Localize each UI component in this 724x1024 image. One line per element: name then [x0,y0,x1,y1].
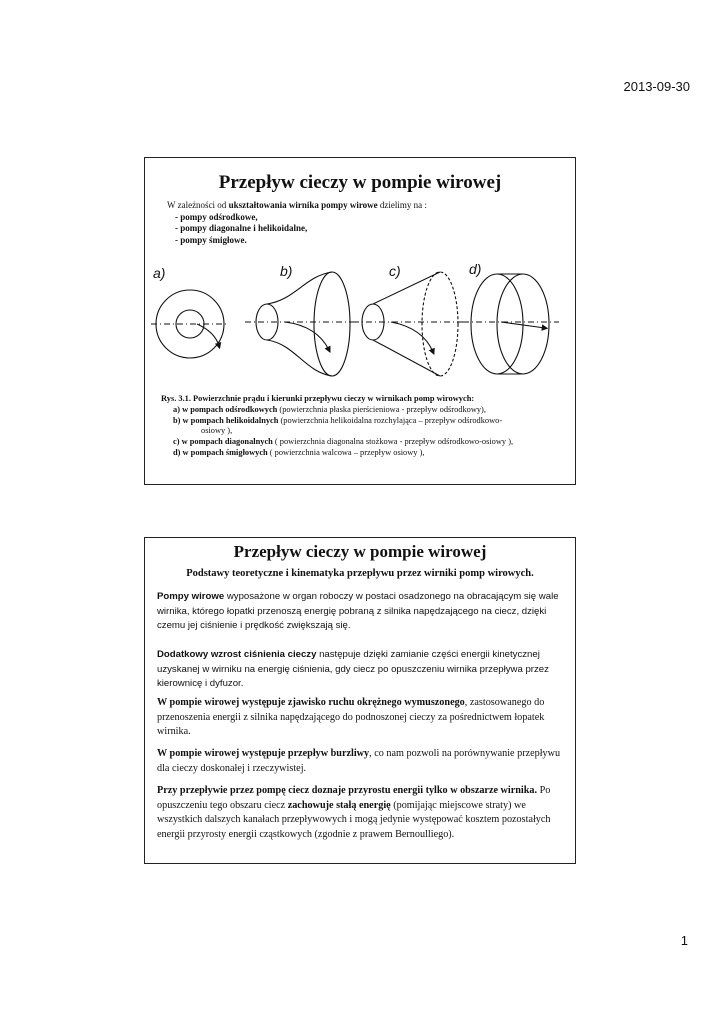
p3-bold: W pompie wirowej występuje zjawisko ruchu okrężnego wymuszonego [157,697,465,708]
slide-2-subtitle: Podstawy teoretyczne i kinematyka przepływu przez wirniki pomp wirowych. [186,568,534,579]
slide-1 [144,157,576,485]
intro-post: dzielimy na : [379,200,427,210]
figure-label-d: d) [469,261,482,277]
caption-item-a [161,405,571,416]
p1-text: wyposażone w organ roboczy w postaci osadzonego na obracającym się wale wirnika, którego łopatki przenoszą energię pobraną z silnika napędzającego na ciecz, dzięki czemu jej ciśnienie i prędkość zwiększają się. [157,591,559,632]
figure-label-b: b) [280,263,293,279]
page-number: 1 [680,933,688,948]
paragraph-ruch-okrezny [157,696,569,740]
paragraph-pompy-wirowe [157,590,569,634]
flow-arrow [197,324,219,346]
p5-text-b: (pomijając miejscowe straty) we wszystkich dalszych kanałach przepływowych i mogą jedynie występować kosztem pozostałych energii przyrosty energii cząstkowych (zgodnie z prawem Bernoulliego). [157,799,551,840]
helical-upper-edge [267,272,332,304]
conical-outlet-shape [422,272,458,376]
caption-d-bold: d) w pompach śmigłowych [173,447,268,457]
slide-1-intro [167,200,427,246]
helical-lower-edge [267,340,332,376]
conical-upper-edge [373,272,440,304]
impeller-figure [145,256,575,386]
helical-outlet-shape [314,272,350,376]
slide-1-title: Przepływ cieczy w pompie wirowej [218,172,502,193]
p1-bold: Pompy wirowe [157,591,225,602]
caption-title: Rys. 3.1. Powierzchnie prądu i kierunki przepływu cieczy w wirnikach pomp wirowych: [161,394,475,403]
caption-item-d [161,448,571,459]
figure-label-a: a) [153,265,166,281]
intro-line [167,200,427,212]
intro-pre: W zależności od [167,200,227,210]
paragraph-przyrost-energii [157,784,569,842]
p4-bold: W pompie wirowej występuje przepływ burzliwy [157,748,370,759]
caption-c-text: ( powierzchnia diagonalna stożkowa - przepływ odśrodkowo-osiowy ), [274,437,514,447]
p4-text: , co nam pozwoli na porównywanie przepływu dla cieczy doskonałej i rzeczywistej. [157,748,561,774]
p2-text: następuje dzięki zamianie części energii kinetycznej uzyskanej w wirniku na energię ciśnienia, gdy ciecz po opuszczeniu wirnika przepływa przez kierownicę i dyfuzor. [157,649,549,690]
p5-bold-2: zachowuje stałą energię [287,799,391,811]
caption-b-text: (powierzchnia helikoidalna rozchylająca – przepływ odśrodkowo- [280,415,503,425]
p5-bold: Przy przepływie przez pompę ciecz doznaje przyrostu energii tylko w obszarze wirnika. [157,785,538,796]
caption-item-b [161,416,571,427]
flow-arrow [285,322,329,350]
p3-text: , zastosowanego do przenoszenia energii z silnika napędzającego do podnoszonej cieczy za pośrednictwem łopatek wirnika. [157,697,545,738]
page-date: 2013-09-30 [623,79,690,94]
pump-type-item: - pompy diagonalne i helikoidalne, [175,223,308,233]
caption-a-bold: a) w pompach odśrodkowych [173,404,278,414]
paragraph-przeplyw-burzliwy [157,747,569,776]
flow-arrow [391,322,433,352]
caption-d-text: ( powierzchnia walcowa – przepływ osiowy ), [269,447,425,457]
caption-item-b-cont: osiowy ), [201,426,233,436]
pump-type-item: - pompy odśrodkowe, [175,211,258,222]
caption-b-bold: b) w pompach helikoidalnych [173,415,279,425]
p2-bold: Dodatkowy wzrost ciśnienia cieczy [157,649,317,660]
pump-type-item: - pompy śmigłowe. [175,234,247,245]
figure-caption [161,394,571,459]
slide-2-title: Przepływ cieczy w pompie wirowej [233,542,487,561]
slide-2 [144,537,576,864]
p5-text-a: Po opuszczeniu tego obszaru ciecz [157,785,551,811]
caption-a-text: (powierzchnia płaska pierścieniowa - przepływ odśrodkowy), [279,404,486,414]
paragraph-wzrost-cisnienia [157,648,569,692]
caption-c-bold: c) w pompach diagonalnych [173,437,273,447]
intro-bold: ukształtowania wirnika pompy wirowe [228,200,378,210]
caption-item-c [161,437,571,448]
figure-label-c: c) [389,263,401,279]
